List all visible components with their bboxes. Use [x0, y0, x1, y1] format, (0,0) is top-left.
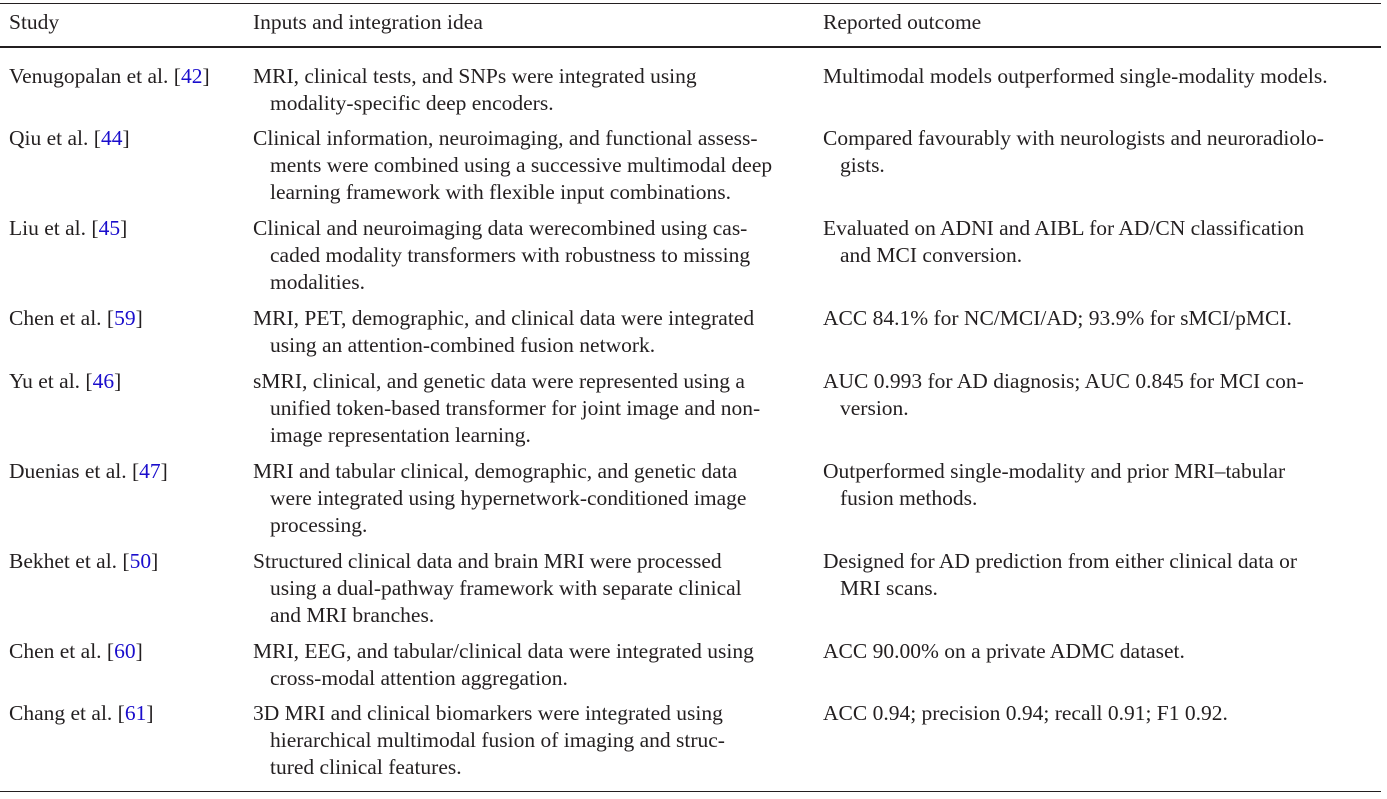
outcome-line: Designed for AD prediction from either clinical data or: [823, 549, 1298, 573]
study-cell: [9, 638, 143, 665]
header-outcome: Reported outcome: [823, 10, 982, 34]
table-bottom-rule: [0, 791, 1381, 792]
study-name: Chen et al. [: [9, 306, 115, 330]
inputs-line: 3D MRI and clinical biomarkers were integrated using: [253, 701, 723, 725]
inputs-line: unified token-based transformer for joint image and non-: [270, 396, 761, 420]
inputs-line: Structured clinical data and brain MRI were processed: [253, 549, 722, 573]
study-name: Bekhet et al. [: [9, 549, 130, 573]
inputs-cell: [253, 368, 760, 449]
inputs-line: Clinical and neuroimaging data werecombined using cas-: [253, 216, 748, 240]
outcome-cell: [823, 700, 1228, 727]
citation-link[interactable]: 50: [129, 549, 152, 573]
study-cell: [9, 700, 154, 727]
outcome-cell: [823, 458, 1285, 512]
outcome-line: fusion methods.: [840, 486, 978, 510]
outcome-line: version.: [840, 396, 909, 420]
inputs-line: sMRI, clinical, and genetic data were represented using a: [253, 369, 745, 393]
inputs-line: using an attention-combined fusion network.: [270, 333, 656, 357]
study-name: Liu et al. [: [9, 216, 99, 240]
inputs-line: modalities.: [270, 270, 365, 294]
outcome-line: Compared favourably with neurologists and neuroradiolo-: [823, 126, 1324, 150]
inputs-line: caded modality transformers with robustness to missing: [270, 243, 751, 267]
citation-close: ]: [122, 126, 130, 150]
inputs-cell: [253, 125, 772, 206]
study-name: Venugopalan et al. [: [9, 64, 181, 88]
inputs-line: tured clinical features.: [270, 755, 462, 779]
inputs-line: were integrated using hypernetwork-conditioned image: [270, 486, 747, 510]
study-name: Yu et al. [: [9, 369, 93, 393]
study-cell: [9, 63, 210, 90]
citation-close: ]: [160, 459, 168, 483]
inputs-line: modality-specific deep encoders.: [270, 91, 554, 115]
study-cell: [9, 368, 121, 395]
study-cell: [9, 305, 143, 332]
study-name: Duenias et al. [: [9, 459, 140, 483]
outcome-line: AUC 0.993 for AD diagnosis; AUC 0.845 for MCI con-: [823, 369, 1304, 393]
study-name: Chang et al. [: [9, 701, 125, 725]
inputs-line: ments were combined using a successive multimodal deep: [270, 153, 773, 177]
table-header-rule: [0, 46, 1381, 48]
outcome-cell: [823, 125, 1324, 179]
outcome-line: gists.: [840, 153, 885, 177]
outcome-line: ACC 0.94; precision 0.94; recall 0.91; F1 0.92.: [823, 701, 1228, 725]
inputs-line: MRI, EEG, and tabular/clinical data were integrated using: [253, 639, 754, 663]
outcome-cell: [823, 548, 1297, 602]
citation-close: ]: [202, 64, 210, 88]
inputs-line: cross-modal attention aggregation.: [270, 666, 568, 690]
outcome-line: Outperformed single-modality and prior MRI–tabular: [823, 459, 1286, 483]
citation-close: ]: [114, 369, 122, 393]
inputs-cell: [253, 215, 750, 296]
citation-close: ]: [135, 639, 143, 663]
outcome-line: Multimodal models outperformed single-modality models.: [823, 64, 1328, 88]
inputs-cell: [253, 548, 742, 629]
inputs-cell: [253, 305, 754, 359]
inputs-cell: [253, 63, 697, 117]
outcome-line: MRI scans.: [840, 576, 938, 600]
study-cell: [9, 125, 130, 152]
outcome-cell: [823, 305, 1292, 332]
study-name: Chen et al. [: [9, 639, 115, 663]
header-study: Study: [9, 10, 60, 34]
citation-close: ]: [135, 306, 143, 330]
citation-link[interactable]: 47: [139, 459, 161, 483]
citation-close: ]: [146, 701, 154, 725]
outcome-line: Evaluated on ADNI and AIBL for AD/CN classification: [823, 216, 1305, 240]
inputs-line: learning framework with flexible input combinations.: [270, 180, 731, 204]
inputs-line: Clinical information, neuroimaging, and functional assess-: [253, 126, 758, 150]
study-name: Qiu et al. [: [9, 126, 101, 150]
header-inputs: Inputs and integration idea: [253, 10, 483, 34]
outcome-cell: [823, 638, 1185, 665]
inputs-line: MRI, PET, demographic, and clinical data were integrated: [253, 306, 755, 330]
inputs-line: MRI and tabular clinical, demographic, and genetic data: [253, 459, 738, 483]
citation-link[interactable]: 46: [92, 369, 115, 393]
inputs-line: hierarchical multimodal fusion of imaging and struc-: [270, 728, 725, 752]
citation-link[interactable]: 59: [114, 306, 136, 330]
inputs-cell: [253, 638, 754, 692]
inputs-line: and MRI branches.: [270, 603, 435, 627]
inputs-line: using a dual-pathway framework with separate clinical: [270, 576, 742, 600]
inputs-line: processing.: [270, 513, 368, 537]
outcome-cell: [823, 368, 1304, 422]
outcome-cell: [823, 63, 1328, 90]
outcome-line: and MCI conversion.: [840, 243, 1023, 267]
inputs-line: image representation learning.: [270, 423, 531, 447]
inputs-line: MRI, clinical tests, and SNPs were integrated using: [253, 64, 697, 88]
study-cell: [9, 458, 168, 485]
outcome-line: ACC 90.00% on a private ADMC dataset.: [823, 639, 1185, 663]
citation-link[interactable]: 60: [114, 639, 136, 663]
citation-close: ]: [151, 549, 159, 573]
table-top-rule: [0, 3, 1381, 4]
citation-link[interactable]: 61: [124, 701, 147, 725]
outcome-cell: [823, 215, 1304, 269]
citation-link[interactable]: 45: [98, 216, 121, 240]
study-cell: [9, 548, 158, 575]
citation-link[interactable]: 44: [100, 126, 123, 150]
outcome-line: ACC 84.1% for NC/MCI/AD; 93.9% for sMCI/pMCI.: [823, 306, 1292, 330]
citation-link[interactable]: 42: [180, 64, 203, 88]
inputs-cell: [253, 458, 746, 539]
citation-close: ]: [120, 216, 128, 240]
inputs-cell: [253, 700, 725, 781]
study-cell: [9, 215, 127, 242]
